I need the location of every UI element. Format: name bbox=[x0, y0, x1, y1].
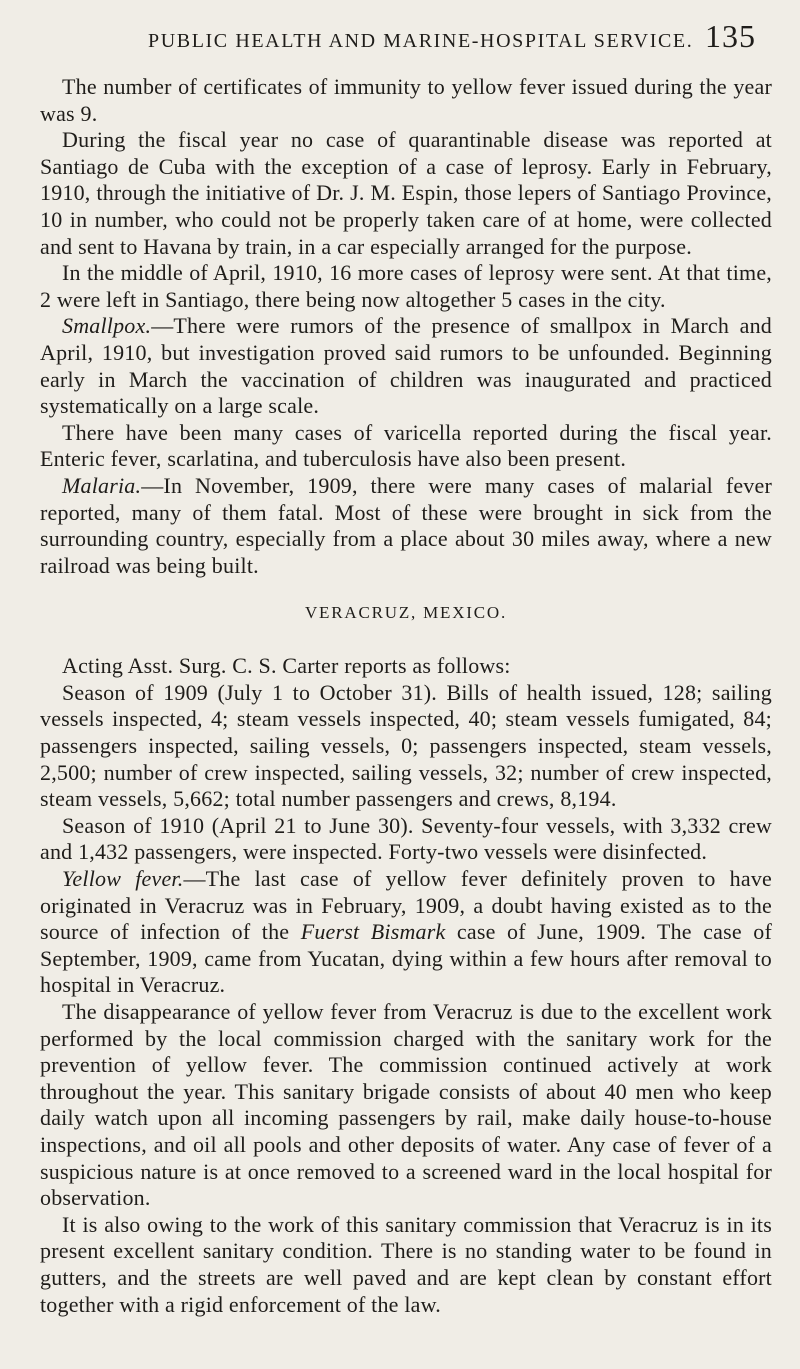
paragraph-malaria bbox=[40, 473, 772, 579]
yellow-fever-text-b: case of June, 1909. The case of September, 1909, came from Yucatan, dying within a few hours after removal to hospital in Veracruz. bbox=[40, 919, 772, 998]
paragraph-season-1910: Season of 1910 (April 21 to June 30). Seventy-four vessels, with 3,332 crew and 1,432 passengers, were inspected. Forty-two vessels were disinfected. bbox=[40, 812, 772, 865]
yellow-fever-heading: Yellow fever. bbox=[62, 866, 184, 892]
malaria-heading: Malaria. bbox=[62, 472, 142, 498]
paragraph-smallpox bbox=[40, 313, 772, 419]
malaria-text: —In November, 1909, there were many cases of malarial fever reported, many of them fatal. Most of these were brought in sick from the surrounding country, especially from a place about 30 miles away, where a new railroad was being built. bbox=[40, 472, 772, 578]
running-header bbox=[148, 18, 756, 55]
section-heading-veracruz bbox=[40, 603, 772, 623]
paragraph-leprosy-transfer: During the fiscal year no case of quarantinable disease was reported at Santiago de Cuba with the exception of a case of leprosy. Early in February, 1910, through the initiative of Dr. J. M. Espin, those lepers of Santiago Province, 10 in number, who could not be properly taken care of at home, were collected and sent to Havana by train, in a car especially arranged for the purpose. bbox=[40, 127, 772, 259]
yellow-fever-text-a: —The last case of yellow fever definitely proven to have originated in Veracruz was in February, 1909, a doubt having existed as to the source of infection of the bbox=[40, 866, 772, 945]
paragraph-immunity-certificates: The number of certificates of immunity to yellow fever issued during the year was 9. bbox=[40, 74, 772, 126]
paragraph-varicella: There have been many cases of varicella reported during the fiscal year. Enteric fever, scarlatina, and tuberculosis have also been present. bbox=[40, 419, 772, 472]
paragraph-sanitary-condition: It is also owing to the work of this sanitary commission that Veracruz is in its present excellent sanitary condition. There is no standing water to be found in gutters, and the streets are well paved and are kept clean by constant effort together with a rigid enforcement of the law. bbox=[40, 1211, 772, 1317]
smallpox-text: —There were rumors of the presence of smallpox in March and April, 1910, but investigation proved said rumors to be unfounded. Beginning early in March the vaccination of children was inaugurated and practiced systematically on a large scale. bbox=[40, 313, 772, 419]
page-body bbox=[40, 74, 772, 1318]
section-heading-text: VERACRUZ, MEXICO. bbox=[304, 603, 508, 623]
paragraph-carter-report: Acting Asst. Surg. C. S. Carter reports as follows: bbox=[62, 653, 511, 679]
paragraph-season-1909: Season of 1909 (July 1 to October 31). Bills of health issued, 128; sailing vessels inspected, 4; steam vessels inspected, 40; steam vessels fumigated, 84; passengers inspected, sailing vessels, 0; passengers inspected, steam vessels, 2,500; number of crew inspected, sailing vessels, 32; number of crew inspected, steam vessels, 5,662; total number passengers and crews, 8,194. bbox=[40, 679, 772, 812]
paragraph-yellow-fever bbox=[40, 866, 772, 999]
paragraph-leprosy-april: In the middle of April, 1910, 16 more cases of leprosy were sent. At that time, 2 were left in Santiago, there being now altogether 5 cases in the city. bbox=[40, 260, 772, 312]
ship-name: Fuerst Bismark bbox=[300, 919, 446, 945]
page-number: 135 bbox=[705, 18, 756, 54]
paragraph-sanitary-commission: The disappearance of yellow fever from Veracruz is due to the excellent work performed by the local commission charged with the sanitary work for the prevention of yellow fever. The commission continued actively at work throughout the year. This sanitary brigade consists of about 40 men who keep daily watch upon all incoming passengers by rail, make daily house-to-house inspections, and oil all pools and other deposits of water. Any case of fever of a suspicious nature is at once removed to a screened ward in the local hospital for observation. bbox=[40, 999, 772, 1211]
running-title: PUBLIC HEALTH AND MARINE-HOSPITAL SERVICE. bbox=[148, 30, 694, 52]
smallpox-heading: Smallpox. bbox=[62, 313, 152, 339]
